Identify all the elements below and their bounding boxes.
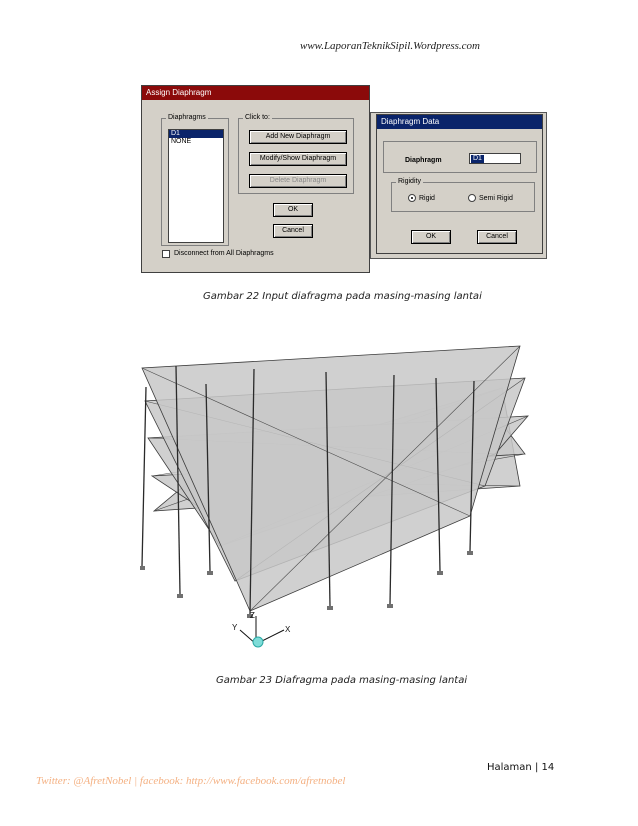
floor-slab-5 [142,346,520,611]
assign-ok-button[interactable]: OK [273,203,313,217]
axis-x-label: X [285,625,291,634]
data-ok-button[interactable]: OK [411,230,451,244]
rigid-radio[interactable] [408,194,416,202]
axis-z-label: Z [250,611,255,620]
diaphragms-list[interactable] [168,129,224,243]
assign-cancel-button[interactable]: Cancel [273,224,313,238]
support-marker [467,551,473,555]
diaphragms-group-label: Diaphragms [168,114,206,121]
rigid-label: Rigid [419,195,435,202]
figure-22-caption: Gambar 22 Input diafragma pada masing-masing lantai [203,291,482,302]
rigidity-group [391,178,535,212]
click-to-label: Click to: [245,114,270,121]
assign-diaphragm-dialog [141,85,370,273]
diaphragm-name-label: Diaphragm [405,157,442,164]
support-marker [387,604,393,608]
rigidity-label: Rigidity [398,178,421,185]
header-site-url: www.LaporanTeknikSipil.Wordpress.com [300,40,480,52]
disconnect-checkbox[interactable] [162,250,170,258]
semi-rigid-label: Semi Rigid [479,195,513,202]
support-marker [437,571,443,575]
support-marker [207,571,213,575]
delete-diaphragm-button[interactable]: Delete Diaphragm [249,174,347,188]
page-number: Halaman | 14 [487,762,555,773]
diaphragms-group [161,114,229,246]
add-new-diaphragm-button[interactable]: Add New Diaphragm [249,130,347,144]
support-marker [327,606,333,610]
footer-social-links: Twitter: @AfretNobel | facebook: http://www.facebook.com/afretnobel [36,775,346,787]
axis-triad [232,611,291,647]
data-cancel-button[interactable]: Cancel [477,230,517,244]
semi-rigid-radio[interactable] [468,194,476,202]
building-diaphragm-model [140,336,530,656]
figure-23-caption: Gambar 23 Diafragma pada masing-masing lantai [216,675,468,686]
column [142,387,146,566]
support-marker [177,594,183,598]
data-dialog-title: Diaphragm Data [377,115,542,129]
click-to-group [238,114,354,194]
diaphragm-name-input[interactable] [469,153,521,164]
assign-dialog-title: Assign Diaphragm [142,86,369,100]
diaphragm-name-value: D1 [473,155,482,162]
list-item-none[interactable]: NONE [171,138,192,145]
axis-y-label: Y [232,623,238,632]
disconnect-label: Disconnect from All Diaphragms [174,250,274,257]
diaphragm-data-dialog [376,114,543,254]
modify-show-diaphragm-button[interactable]: Modify/Show Diaphragm [249,152,347,166]
list-item-d1[interactable]: D1 [169,130,223,138]
support-marker [140,566,145,570]
